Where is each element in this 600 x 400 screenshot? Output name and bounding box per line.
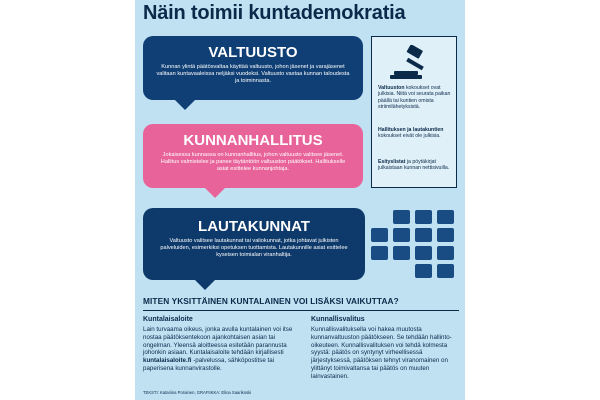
kunnanhallitus-bubble-tail [205, 188, 225, 198]
committee-square [393, 228, 410, 242]
kuntalaisaloite-heading: Kuntalaisaloite [143, 316, 193, 323]
sidebox-item-valtuusto [378, 85, 454, 111]
section-question-heading: MITEN YKSITTÄINEN KUNTALAINEN VOI LISÄKSI VAIKUTTAA? [143, 296, 399, 306]
committee-square [393, 210, 410, 224]
page-title: Näin toimii kuntademokratia [143, 2, 406, 24]
committee-square [415, 264, 432, 278]
committee-square [415, 246, 432, 260]
kunnallisvalitus-text: Kunnallisvalituksella voi hakea muutosta kunnanvaltuuston päätökseen. Se tehdään hallinto-oikeuteen. Kunnallisvalituksen voi tehdä kolmesta syystä: päätös on syntynyt virheellisessä järjestyksessä, päätöksen tehnyt viranomainen on ylittänyt toimivaltansa tai päätös on muuten lainvastainen. [311, 326, 452, 380]
kunnallisvalitus-column [311, 316, 461, 381]
kuntalaisaloite-link[interactable]: kuntalaisaloite.fi [143, 357, 192, 365]
committee-square [415, 228, 432, 242]
valtuusto-text: Kunnan ylintä päätösvaltaa käyttää valtuusto, johon jäsenet ja varajäsenet valitaan kuntavaaleissa neljäksi vuodeksi. Valtuusto vastaa kunnan taloudesta ja toiminnasta. [156, 64, 350, 84]
gavel-icon [386, 45, 442, 81]
credits: TEKSTI: Katariina Porainen, GRAFIIKKA: Elina Saarikoski [143, 390, 252, 395]
sidebox-item-hallitus-text: kokoukset eivät ole julkisia. [378, 133, 441, 140]
kuntalaisaloite-text-end: -palvelussa, sähköpostitse tai paperisena kunnanvirastolle. [143, 357, 275, 372]
lautakunnat-bubble-tail [195, 280, 215, 290]
committee-square [437, 228, 454, 242]
divider [143, 310, 459, 311]
lautakunnat-text: Valtuusto valitsee lautakunnat tai valiokunnat, jotka johtavat julkisten palveluiden, esimerkiksi opetuksen tuottamista. Lautakunnille asiat esittelee kyseisen toimialan viranhaltija. [160, 238, 348, 258]
committee-square [437, 264, 454, 278]
committee-square [371, 246, 388, 260]
kuntalaisaloite-column [143, 316, 293, 373]
valtuusto-bubble [143, 36, 363, 100]
valtuusto-title: VALTUUSTO [208, 44, 298, 61]
sidebox-item-hallitus-bold: Hallituksen ja lautakuntien [378, 127, 444, 133]
kunnanhallitus-title: KUNNANHALLITUS [183, 132, 323, 149]
kunnallisvalitus-heading: Kunnallisvalitus [311, 316, 365, 323]
kunnanhallitus-bubble [143, 124, 363, 188]
committee-squares-graphic [371, 210, 459, 280]
valtuusto-bubble-tail [175, 100, 195, 110]
sidebox-item-hallitus [378, 127, 454, 140]
committee-square [371, 228, 388, 242]
lautakunnat-title: LAUTAKUNNAT [198, 218, 310, 235]
committee-square [437, 210, 454, 224]
meeting-info-box [371, 36, 457, 188]
sidebox-item-valtuusto-text: kokoukset ovat julkisia. Niitä voi seurata paikan päällä tai kuntien omista striimilähetyksistä. [378, 85, 451, 111]
infographic-poster [135, 0, 465, 400]
committee-square [437, 246, 454, 260]
kuntalaisaloite-text [143, 326, 293, 373]
lautakunnat-bubble [143, 208, 365, 280]
sidebox-item-esityslistat-bold: Esityslistat [378, 159, 406, 165]
sidebox-item-esityslistat [378, 159, 454, 172]
kuntalaisaloite-text-start: Lain turvaama oikeus, jonka avulla kuntalainen voi itse nostaa päätöksentekoon ajankohtaisen asian tai ongelman. Yleensä aloitteessa esitetään parannusta johonkin asiaan. Kuntalaisaloite tehdään kirjallisesti [143, 326, 293, 357]
committee-square [415, 210, 432, 224]
committee-square [393, 246, 410, 260]
sidebox-item-valtuusto-bold: Valtuuston [378, 85, 405, 91]
sidebox-item-esityslistat-text: ja pöytäkirjat julkaistaan kunnan nettisivuilla. [378, 159, 450, 172]
kunnanhallitus-text: Jokaisessa kunnassa on kunnanhallitus, johon valtuusto valitsee jäsenet. Hallitus valmistelee ja panee täytäntöön valtuuston päätökset. Hallitukselle asiat esittelee kunnanjohtaja. [160, 152, 346, 172]
